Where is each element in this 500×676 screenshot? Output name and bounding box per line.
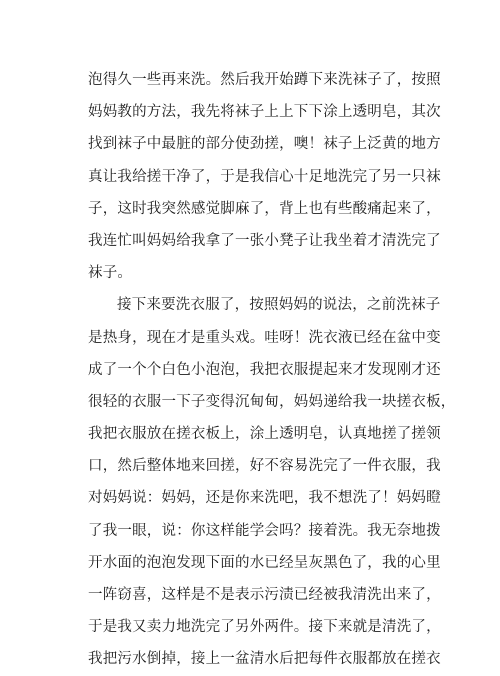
text-line: 找到袜子中最脏的部分使劲搓，噢！袜子上泛黄的地方 bbox=[88, 136, 441, 153]
text-line: 真让我给搓干净了，于是我信心十足地洗完了另一只袜 bbox=[88, 168, 441, 185]
text-line: 很轻的衣服一下子变得沉甸甸，妈妈递给我一块搓衣板， bbox=[88, 393, 456, 410]
essay-text bbox=[88, 64, 456, 676]
text-line: 对妈妈说：妈妈，还是你来洗吧，我不想洗了！妈妈瞪 bbox=[88, 490, 441, 507]
text-line: 开水面的泡泡发现下面的水已经呈灰黑色了，我的心里 bbox=[88, 554, 441, 571]
text-line: 子，这时我突然感觉脚麻了，背上也有些酸痛起来了， bbox=[88, 200, 441, 217]
text-line: 泡得久一些再来洗。然后我开始蹲下来洗袜子了，按照 bbox=[88, 72, 441, 88]
text-line: 了我一眼，说：你这样能学会吗？接着洗。我无奈地拨 bbox=[88, 522, 441, 539]
text-line: 我把衣服放在搓衣板上，涂上透明皂，认真地搓了搓领 bbox=[88, 426, 441, 443]
text-line: 一阵窃喜，这样是不是表示污渍已经被我清洗出来了， bbox=[88, 587, 441, 603]
paragraph-first-line: 接下来要洗衣服了，按照妈妈的说法，之前洗袜子 bbox=[117, 297, 441, 314]
text-line: 我连忙叫妈妈给我拿了一张小凳子让我坐着才清洗完了 bbox=[88, 232, 441, 249]
text-line: 于是我又卖力地洗完了另外两件。接下来就是清洗了， bbox=[88, 619, 441, 636]
text-line: 口，然后整体地来回搓，好不容易洗完了一件衣服，我 bbox=[88, 458, 441, 475]
text-line: 是热身，现在才是重头戏。哇呀！洗衣液已经在盆中变 bbox=[88, 329, 441, 346]
text-line: 袜子。 bbox=[88, 265, 133, 282]
text-line: 妈妈教的方法，我先将袜子上上下下涂上透明皂，其次 bbox=[88, 104, 441, 121]
text-line: 我把污水倒掉，接上一盆清水后把每件衣服都放在搓衣 bbox=[88, 651, 441, 668]
text-line: 成了一个个白色小泡泡，我把衣服提起来才发现刚才还 bbox=[88, 361, 441, 378]
